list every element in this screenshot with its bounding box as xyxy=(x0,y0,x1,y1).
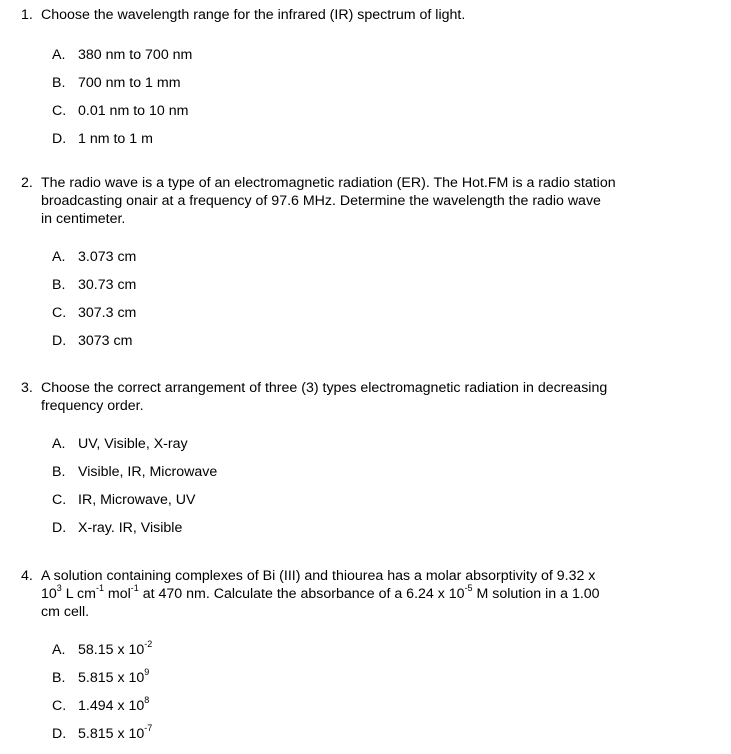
exponent-base: 10 xyxy=(41,586,57,602)
superscript: -1 xyxy=(95,583,104,594)
option-base: 5.815 x 10 xyxy=(78,726,145,742)
option-text: 1 nm to 1 m xyxy=(78,131,153,147)
question-text-line xyxy=(41,583,600,602)
superscript: -2 xyxy=(144,639,153,650)
option-letter: B. xyxy=(52,670,66,686)
option-b[interactable] xyxy=(52,669,701,697)
question-3-stem xyxy=(21,379,701,415)
option-text: 307.3 cm xyxy=(78,305,137,321)
option-text xyxy=(78,697,149,725)
option-text: 700 nm to 1 mm xyxy=(78,75,181,91)
option-letter: A. xyxy=(52,249,66,265)
superscript: -1 xyxy=(130,583,139,594)
option-list xyxy=(52,435,701,547)
question-text-fragment: at 470 nm. Calculate the absorbance of a 6.24 x 10 xyxy=(138,586,465,602)
option-list xyxy=(52,248,701,360)
question-text-line: Choose the correct arrangement of three (3) types electromagnetic radiation in decreasing xyxy=(41,380,608,396)
option-d[interactable] xyxy=(52,332,701,360)
option-letter: C. xyxy=(52,698,67,714)
option-text: 30.73 cm xyxy=(78,277,137,293)
superscript: 8 xyxy=(144,695,150,706)
option-letter: D. xyxy=(52,726,67,742)
option-b[interactable] xyxy=(52,463,701,491)
question-text-line: frequency order. xyxy=(41,398,144,414)
option-text: UV, Visible, X-ray xyxy=(78,436,188,452)
option-a[interactable] xyxy=(52,641,701,669)
question-text-line: in centimeter. xyxy=(41,211,126,227)
question-number: 2. xyxy=(21,175,33,191)
option-letter: A. xyxy=(52,436,66,452)
option-list xyxy=(52,46,701,158)
question-number: 1. xyxy=(21,7,33,23)
question-text-line: A solution containing complexes of Bi (III) and thiourea has a molar absorptivity of 9.32 x xyxy=(41,568,596,584)
option-text: Visible, IR, Microwave xyxy=(78,464,218,480)
option-a[interactable] xyxy=(52,248,701,276)
option-letter: A. xyxy=(52,47,66,63)
option-b[interactable] xyxy=(52,276,701,304)
question-1 xyxy=(21,6,701,158)
question-1-stem xyxy=(21,6,701,24)
option-text: 3.073 cm xyxy=(78,249,137,265)
option-text: 0.01 nm to 10 nm xyxy=(78,103,189,119)
question-2 xyxy=(21,174,701,360)
question-text xyxy=(41,174,701,228)
option-letter: B. xyxy=(52,277,66,293)
option-a[interactable] xyxy=(52,435,701,463)
option-base: 1.494 x 10 xyxy=(78,698,145,714)
option-text xyxy=(78,641,152,669)
question-4 xyxy=(21,567,701,753)
question-text: Choose the wavelength range for the infrared (IR) spectrum of light. xyxy=(41,7,466,23)
option-c[interactable] xyxy=(52,491,701,519)
option-c[interactable] xyxy=(52,102,701,130)
question-3 xyxy=(21,379,701,547)
option-c[interactable] xyxy=(52,697,701,725)
option-text: IR, Microwave, UV xyxy=(78,492,196,508)
option-letter: D. xyxy=(52,520,67,536)
option-letter: C. xyxy=(52,492,67,508)
option-letter: C. xyxy=(52,305,67,321)
option-text xyxy=(78,669,149,697)
option-d[interactable] xyxy=(52,130,701,158)
superscript: 9 xyxy=(144,667,150,678)
question-number: 3. xyxy=(21,380,33,396)
question-4-stem xyxy=(21,567,701,621)
option-list xyxy=(52,641,701,753)
question-text-line: broadcasting onair at a frequency of 97.6 MHz. Determine the wavelength the radio wave xyxy=(41,193,601,209)
option-c[interactable] xyxy=(52,304,701,332)
option-letter: D. xyxy=(52,333,67,349)
option-base: 58.15 x 10 xyxy=(78,642,145,658)
question-text-line: The radio wave is a type of an electromagnetic radiation (ER). The Hot.FM is a radio station xyxy=(41,175,616,191)
superscript: -7 xyxy=(144,723,153,734)
question-text-fragment: M solution in a 1.00 xyxy=(472,586,600,602)
option-text: 380 nm to 700 nm xyxy=(78,47,193,63)
option-a[interactable] xyxy=(52,46,701,74)
option-letter: D. xyxy=(52,131,67,147)
option-text: 3073 cm xyxy=(78,333,133,349)
option-b[interactable] xyxy=(52,74,701,102)
option-letter: C. xyxy=(52,103,67,119)
unit-text: mol xyxy=(103,586,131,602)
option-text: X-ray. IR, Visible xyxy=(78,520,183,536)
option-d[interactable] xyxy=(52,725,701,753)
option-d[interactable] xyxy=(52,519,701,547)
superscript: -5 xyxy=(464,583,473,594)
question-text-line: cm cell. xyxy=(41,604,90,620)
question-number: 4. xyxy=(21,568,33,584)
question-2-stem xyxy=(21,174,701,228)
question-text xyxy=(41,567,701,621)
option-text xyxy=(78,725,152,753)
unit-text: L cm xyxy=(61,586,96,602)
superscript: 3 xyxy=(56,583,62,594)
option-letter: B. xyxy=(52,464,66,480)
option-base: 5.815 x 10 xyxy=(78,670,145,686)
option-letter: B. xyxy=(52,75,66,91)
option-letter: A. xyxy=(52,642,66,658)
question-text xyxy=(41,379,701,415)
